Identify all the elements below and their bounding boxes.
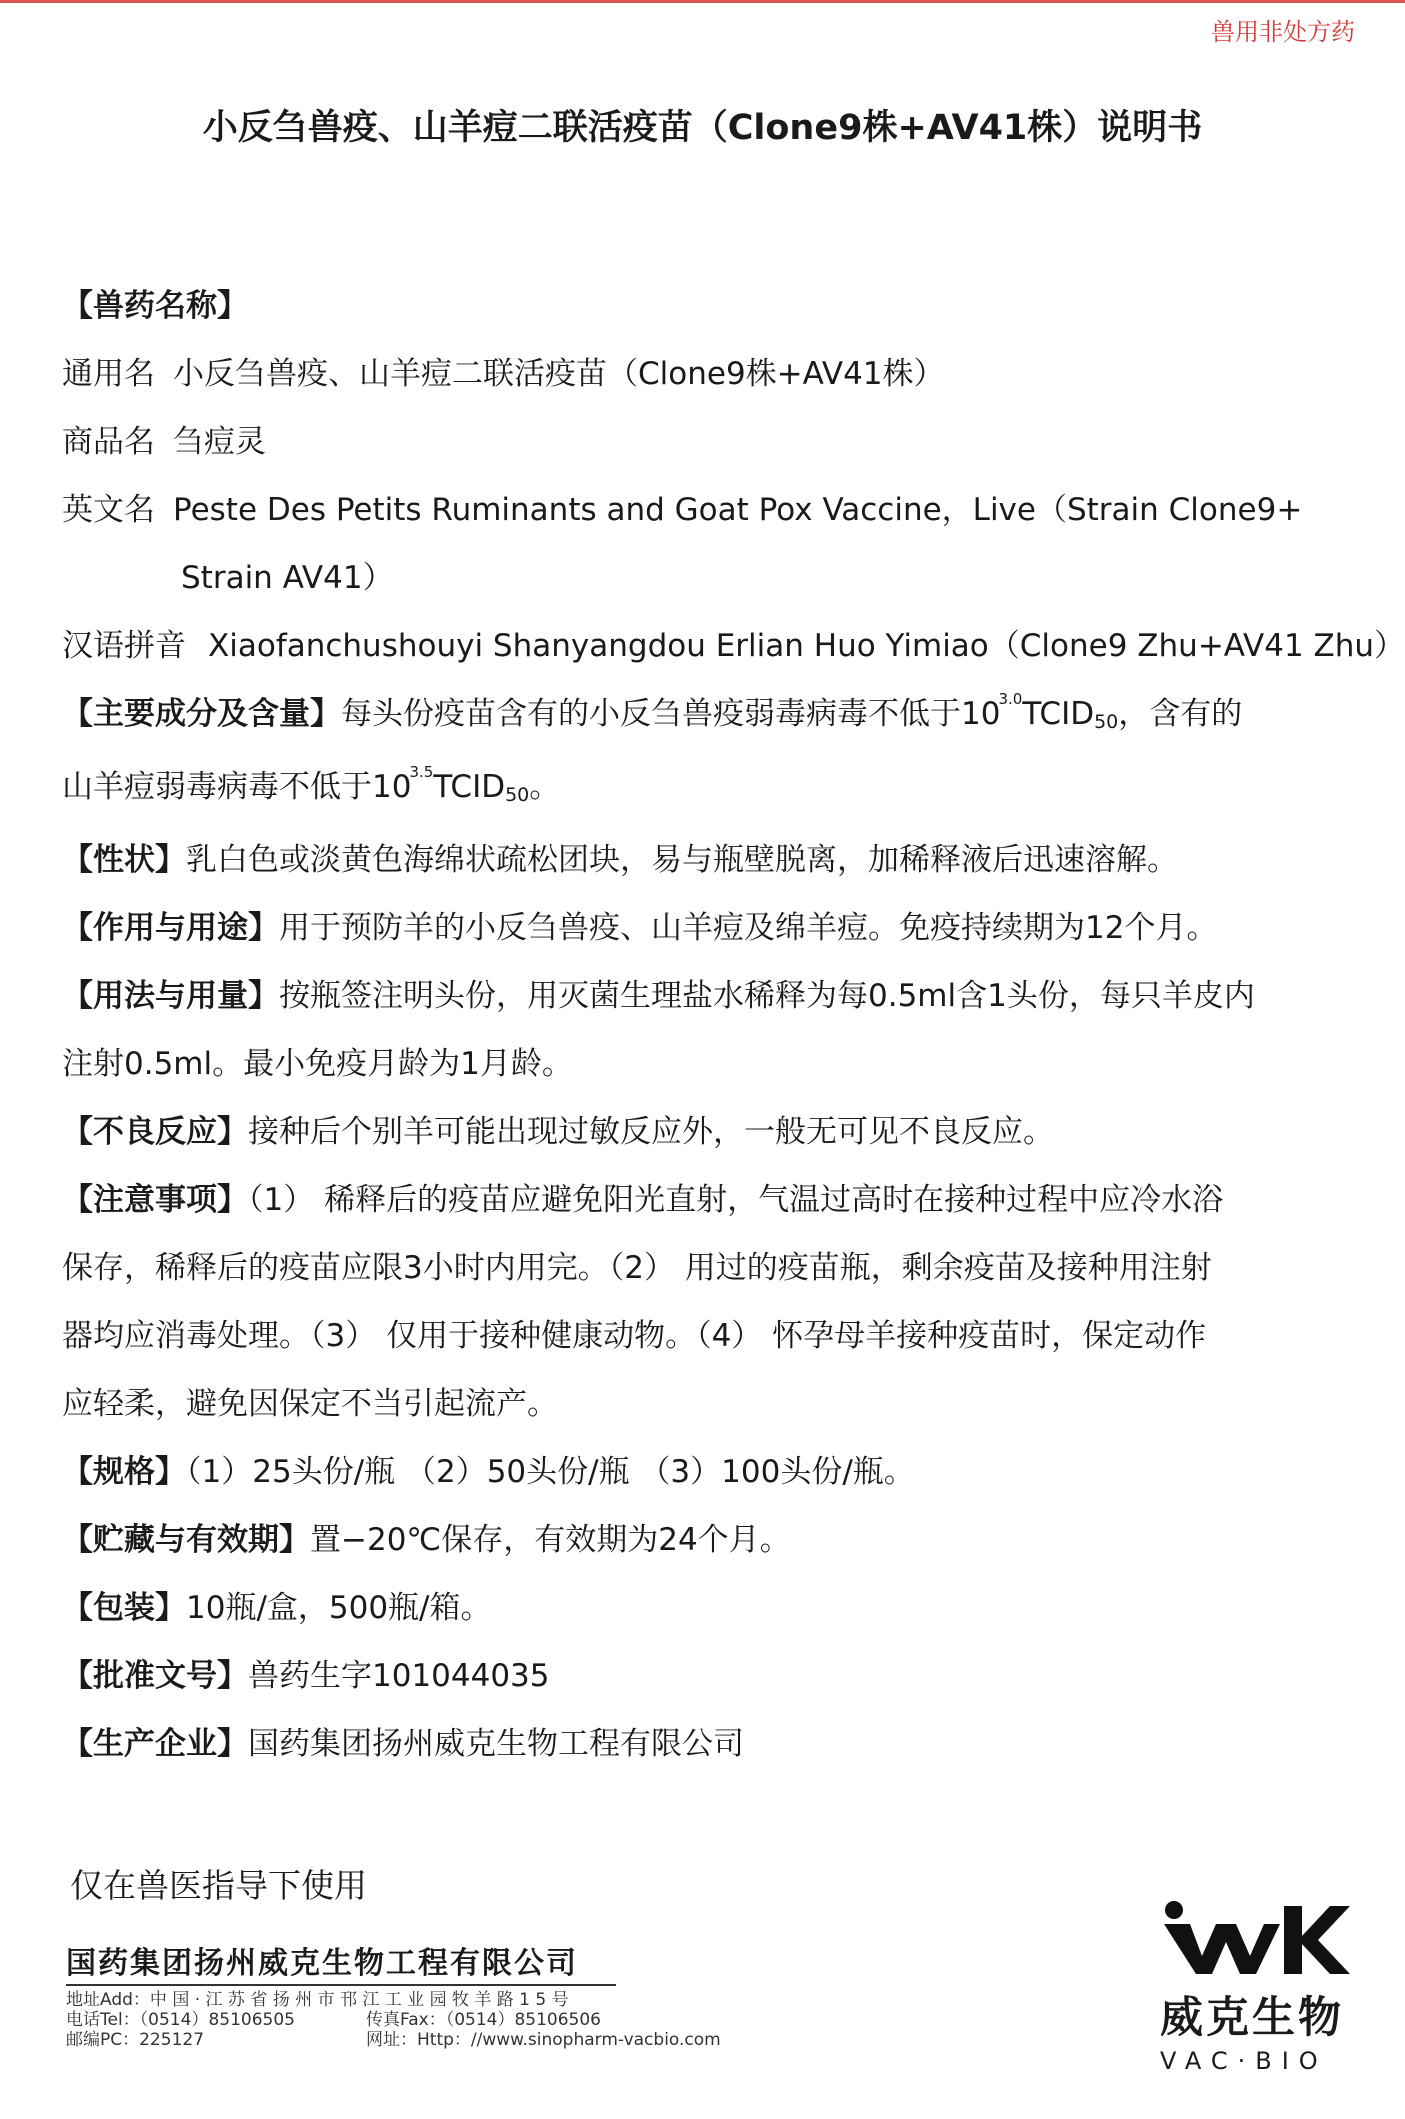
- appearance-value: 乳白色或淡黄色海绵状疏松团块，易与瓶壁脱离，加稀释液后迅速溶解。: [186, 842, 1178, 878]
- english-name-row-2: [62, 544, 1352, 612]
- composition-unit-1: TCID: [1022, 696, 1095, 732]
- name-heading: 【兽药名称】: [62, 288, 248, 324]
- generic-name-label: 通用名: [62, 356, 155, 392]
- dosage-label: 【用法与用量】: [62, 978, 279, 1014]
- precautions-text-2: 保存，稀释后的疫苗应限3小时内用完。（2） 用过的疫苗瓶，剩余疫苗及接种用注射: [62, 1250, 1212, 1286]
- generic-name-value: 小反刍兽疫、山羊痘二联活疫苗（Clone9株+AV41株）: [173, 356, 945, 392]
- pinyin-row: [62, 612, 1405, 680]
- footer-company-name: 国药集团扬州威克生物工程有限公司: [66, 1946, 578, 1981]
- english-name-row: [62, 476, 1352, 544]
- approval-label: 【批准文号】: [62, 1658, 248, 1694]
- adverse-label: 【不良反应】: [62, 1114, 248, 1150]
- package-value: 10瓶/盒，500瓶/箱。: [186, 1590, 492, 1626]
- composition-row-1: [62, 680, 1352, 753]
- leaflet-body: [62, 272, 1405, 1778]
- composition-exponent-1: 3.0: [998, 690, 1023, 708]
- composition-subscript-2: 50: [505, 784, 530, 806]
- precautions-row-2: [62, 1234, 1352, 1302]
- footer-website: 网址：Http：//www.sinopharm-vacbio.com: [366, 2030, 721, 2050]
- wk-logo-mark-icon: [1160, 1900, 1350, 1978]
- indication-value: 用于预防羊的小反刍兽疫、山羊痘及绵羊痘。免疫持续期为12个月。: [279, 910, 1218, 946]
- english-name-value-2: Strain AV41）: [181, 560, 394, 596]
- spec-label: 【规格】: [62, 1454, 186, 1490]
- precautions-text-1: （1） 稀释后的疫苗应避免阳光直射，气温过高时在接种过程中应冷水浴: [248, 1182, 1224, 1218]
- composition-unit-2: TCID: [433, 769, 506, 805]
- pinyin-label: 汉语拼音: [62, 628, 186, 664]
- precautions-row-1: [62, 1166, 1352, 1234]
- precautions-text-3: 器均应消毒处理。（3） 仅用于接种健康动物。（4） 怀孕母羊接种疫苗时，保定动作: [62, 1318, 1207, 1354]
- trade-name-value: 刍痘灵: [173, 424, 266, 460]
- footer-divider: [66, 1984, 616, 1986]
- adverse-row: [62, 1098, 1352, 1166]
- dosage-value-2: 注射0.5ml。最小免疫月龄为1月龄。: [62, 1046, 573, 1082]
- brand-name-en: VAC·BIO: [1160, 2047, 1328, 2075]
- composition-row-2: [62, 753, 1352, 826]
- storage-row: [62, 1506, 1352, 1574]
- english-name-label: 英文名: [62, 492, 155, 528]
- footer-tel: 电话Tel：（0514）85106505: [66, 2010, 295, 2030]
- footer-postcode-web: [66, 2030, 721, 2050]
- composition-label: 【主要成分及含量】: [62, 696, 341, 732]
- dosage-row-2: [62, 1030, 1352, 1098]
- precautions-label: 【注意事项】: [62, 1182, 248, 1218]
- precautions-row-4: [62, 1370, 1352, 1438]
- vet-use-note: 仅在兽医指导下使用: [70, 1866, 367, 1905]
- footer-address: 地址Add：中 国 · 江 苏 省 扬 州 市 邗 江 工 业 园 牧 羊 路 1 5 号: [66, 1990, 569, 2010]
- appearance-label: 【性状】: [62, 842, 186, 878]
- indication-label: 【作用与用途】: [62, 910, 279, 946]
- storage-label: 【贮藏与有效期】: [62, 1522, 310, 1558]
- manufacturer-row: [62, 1710, 1352, 1778]
- generic-name-row: [62, 340, 1352, 408]
- document-title: 小反刍兽疫、山羊痘二联活疫苗（Clone9株+AV41株）说明书: [202, 108, 1203, 148]
- english-name-value-1: Peste Des Petits Ruminants and Goat Pox Vaccine，Live（Strain Clone9+: [173, 492, 1303, 528]
- spec-value: （1）25头份/瓶 （2）50头份/瓶 （3）100头份/瓶。: [186, 1454, 915, 1490]
- composition-text-2a: 山羊痘弱毒病毒不低于10: [62, 769, 412, 805]
- composition-subscript-1: 50: [1094, 711, 1119, 733]
- precautions-row-3: [62, 1302, 1352, 1370]
- adverse-value: 接种后个别羊可能出现过敏反应外，一般无可见不良反应。: [248, 1114, 1054, 1150]
- manufacturer-value: 国药集团扬州威克生物工程有限公司: [248, 1726, 744, 1762]
- approval-row: [62, 1642, 1352, 1710]
- footer-fax: 传真Fax：（0514）85106506: [366, 2010, 601, 2030]
- composition-text-2b: 。: [529, 769, 561, 805]
- storage-value: 置−20℃保存，有效期为24个月。: [310, 1522, 791, 1558]
- package-row: [62, 1574, 1352, 1642]
- precautions-text-4: 应轻柔，避免因保定不当引起流产。: [62, 1386, 558, 1422]
- dosage-row-1: [62, 962, 1352, 1030]
- indication-row: [62, 894, 1352, 962]
- composition-text-1b: ，含有的: [1118, 696, 1243, 732]
- footer-postcode: 邮编PC：225127: [66, 2030, 205, 2050]
- brand-name-cn: 威克生物: [1160, 1993, 1344, 2043]
- composition-text-1a: 每头份疫苗含有的小反刍兽疫弱毒病毒不低于10: [341, 696, 1001, 732]
- approval-value: 兽药生字101044035: [248, 1658, 550, 1694]
- dosage-value-1: 按瓶签注明头份，用灭菌生理盐水稀释为每0.5ml含1头份，每只羊皮内: [279, 978, 1255, 1014]
- composition-exponent-2: 3.5: [409, 763, 434, 781]
- pinyin-value: Xiaofanchushouyi Shanyangdou Erlian Huo Yimiao（Clone9 Zhu+AV41 Zhu）: [208, 628, 1405, 664]
- package-label: 【包装】: [62, 1590, 186, 1626]
- manufacturer-label: 【生产企业】: [62, 1726, 248, 1762]
- trade-name-label: 商品名: [62, 424, 155, 460]
- company-logo: [1160, 1900, 1350, 2075]
- spec-row: [62, 1438, 1352, 1506]
- footer-phone-fax: [66, 2010, 601, 2030]
- top-rule: [0, 0, 1405, 3]
- appearance-row: [62, 826, 1352, 894]
- otc-label: 兽用非处方药: [1211, 18, 1355, 46]
- trade-name-row: [62, 408, 1352, 476]
